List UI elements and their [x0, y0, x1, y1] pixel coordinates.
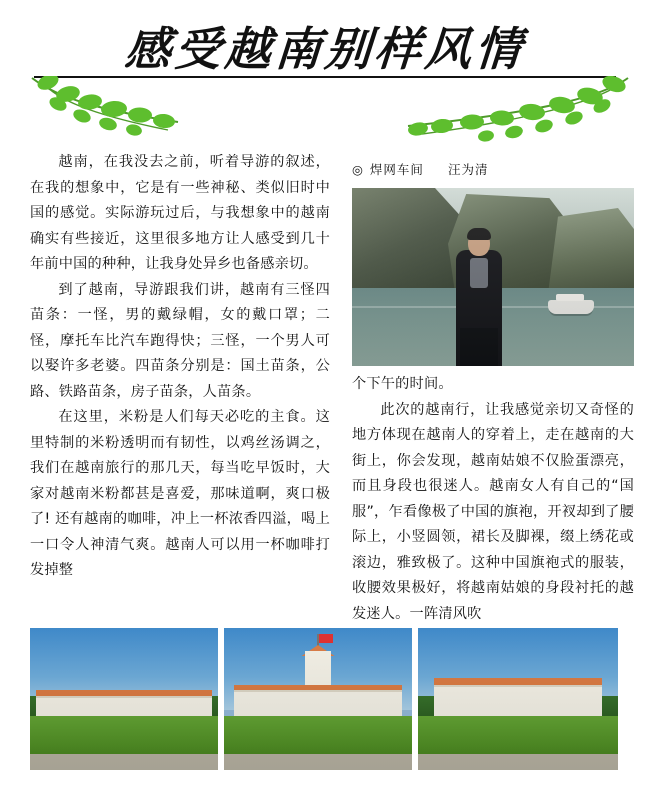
photo-shade-overlay [30, 628, 218, 770]
paragraph: 到了越南，导游跟我们讲，越南有三怪四苗条：一怪，男的戴绿帽，女的戴口罩；二怪，摩托车比汽车跑得快；三怪，一个男人可以娶许多老婆。四苗条分别是：国土苗条，公路、铁路苗条，房子苗条，人苗条。 [30, 281, 330, 400]
title-rule [34, 76, 616, 78]
page-title: 感受越南别样风情 [123, 22, 527, 76]
strip-photo-center [224, 628, 412, 770]
byline-department: 焊网车间 [369, 162, 424, 177]
article-right-column [352, 372, 634, 627]
byline-author: 汪为清 [447, 162, 489, 177]
strip-photo-right [418, 628, 618, 770]
photo-shade-overlay [352, 188, 634, 366]
photo-shade-overlay [224, 628, 412, 770]
article-left-column [30, 150, 330, 584]
paragraph: 此次的越南行，让我感觉亲切又奇怪的地方体现在越南人的穿着上，走在越南的大街上，你会发现，越南姑娘不仅脸蛋漂亮，而且身段也很迷人。越南女人有自己的“国服”，乍看像极了中国的旗袍，开衩却到了腰际上，小竖圆领，裙长及脚裸，缀上绣花或滚边，雅致极了。这种中国旗袍式的服装，收腰效果极好，将越南姑娘的身段衬托的越发迷人。一阵清风吹 [352, 401, 634, 622]
portrait-photo [352, 188, 634, 366]
paragraph: 越南，在我没去之前，听着导游的叙述，在我的想象中，它是有一些神秘、类似旧时中国的感觉。实际游玩过后，与我想象中的越南确实有些接近，这里很多地方让人感受到几十年前中国的种种，让我身处异乡也备感亲切。 [30, 154, 330, 272]
byline [352, 160, 632, 178]
strip-photo-left [30, 628, 218, 770]
paragraph: 在这里，米粉是人们每天必吃的主食。这里特制的米粉透明而有韧性，以鸡丝汤调之，我们在越南旅行的那几天，每当吃早饭时，大家对越南米粉都甚是喜爱，那味道啊，爽口极了! 还有越南的咖啡，冲上一杯浓香四溢，喝上一口令人神清气爽。越南人可以用一杯咖啡打发掉整 [30, 409, 330, 578]
byline-mark: ◎ [352, 162, 364, 177]
paragraph: 个下午的时间。 [352, 376, 453, 392]
photo-shade-overlay [418, 628, 618, 770]
photo-strip [30, 628, 618, 770]
